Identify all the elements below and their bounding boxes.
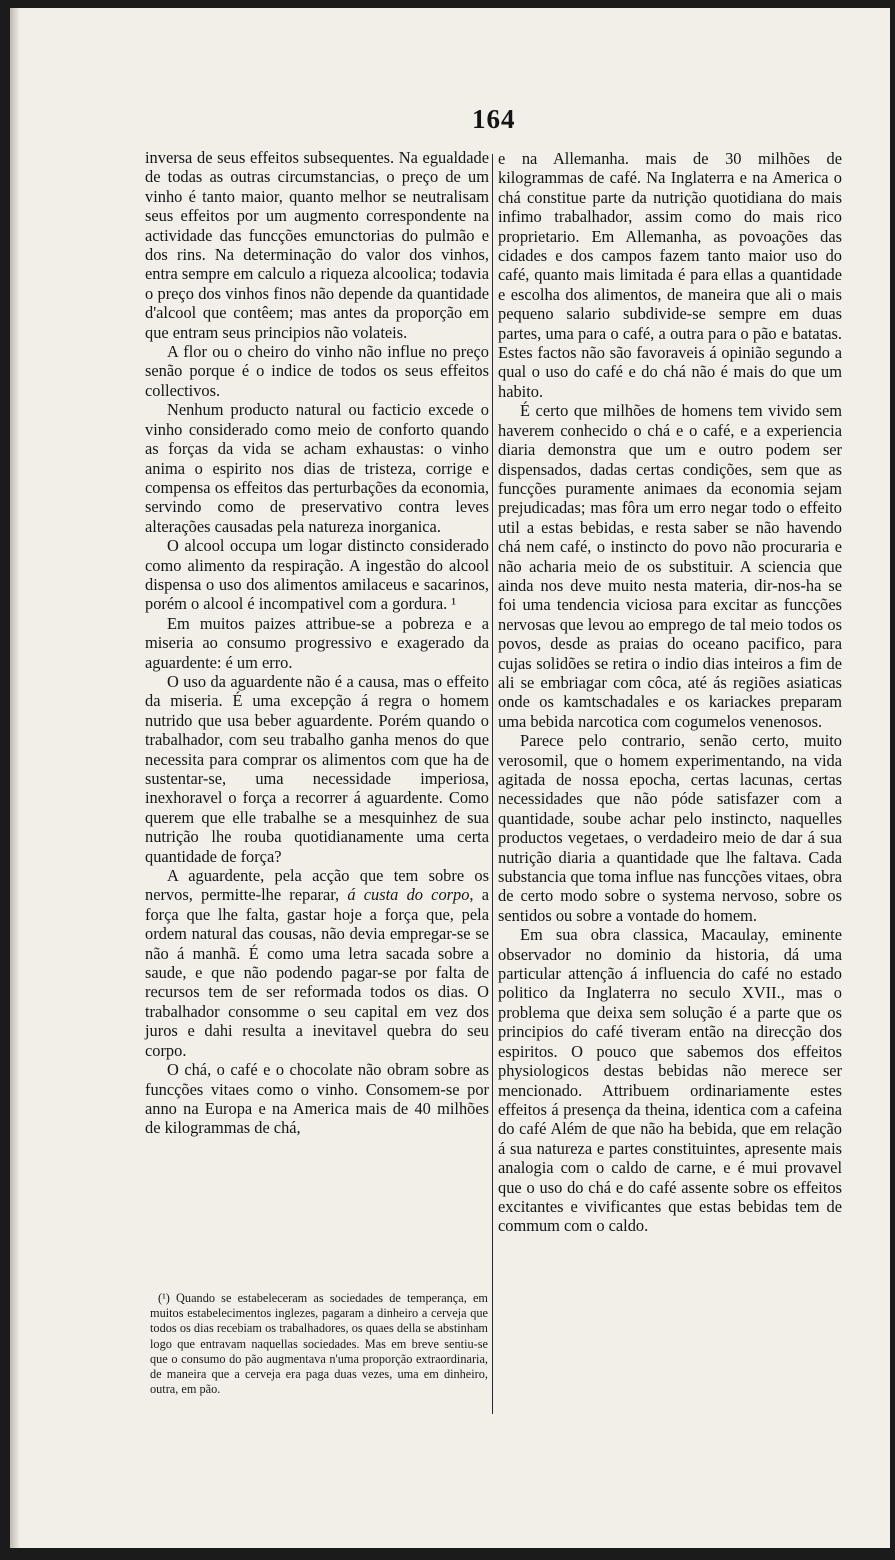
paragraph: O uso da aguardente não é a causa, mas o effeito da miseria. É uma excepção á regra o homem nutrido que usa beber aguardente. Porém quando o trabalhador, com seu trabalho ganha menos do que necessita para comprar os alimentos com que ha de sustentar-se, uma necessidade imperiosa, inexhoravel o força a recorrer á aguardente. Como querem que elle trabalhe se a mesquinhez de sua nutrição lhe rouba quotidianamente uma certa quantidade de força? [145,671,489,866]
book-page [10,8,890,1548]
page-spine-shadow [10,8,20,1548]
paragraph: A flor ou o cheiro do vinho não influe no preço senão porque é o indice de todos os seus effeitos collectivos. [145,342,489,400]
footnote-text: (¹) Quando se estabeleceram as sociedades de temperança, em muitos estabelecimentos inglezes, pagaram a dinheiro a cerveja que todos os dias recebiam os trabalhadores, os quaes della se abstinham logo que entravam naquellas sociedades. Mas em breve sentiu-se que o consumo do pão augmentava n'uma proporção extraordinaria, de maneira que a cerveja era paga duas vezes, uma em dinheiro, outra, em pão. [150,1291,488,1397]
right-column [498,149,842,1236]
paragraph-text: , a força que lhe falta, gastar hoje a força que, pela ordem natural das cousas, não devia empregar-se se não á manhã. É como uma letra sacada sobre a saude, e que não podendo pagar-se por falta de recursos tem de ser reformada todos os dias. O trabalhador consomme o seu capital em vez dos juros e dahi resulta a inevitavel quebra do seu corpo. [145,885,489,1060]
paragraph [145,866,489,1060]
paragraph: e na Allemanha. mais de 30 milhões de kilogrammas de café. Na Inglaterra e na America o chá constitue parte da nutrição quotidiana do mais infimo trabalhador, assim como do mais rico proprietario. Em Allemanha, as povoações das cidades e dos campos fazem tanto maior uso do café, quanto mais limitada é para ellas a quantidade e escolha dos alimentos, de maneira que ali o mais pequeno salario subdivide-se sempre em duas partes, uma para o café, a outra para o pão e batatas. Estes factos não são favoraveis á opinião segundo a qual o uso do café e do chá não é mais do que um habito. [498,149,842,401]
paragraph: É certo que milhões de homens tem vivido sem haverem conhecido o chá e o café, e a experiencia diaria demonstra que um e outro podem ser dispensados, dadas certas condições, sem que as funcções puramente animaes da economia sejam prejudicadas; mas fôra um erro negar todo o effeito util a estas bebidas, e resta saber se não havendo chá nem café, o instincto do povo não procuraria e não acharia meio de os substituir. A sciencia que ainda nos deve muito nesta materia, dir-nos-ha se foi uma tendencia viciosa para excitar as funcções nervosas que levou ao emprego de tal meio todos os povos, desde as praias do oceano pacifico, para cujas solidões se retira o indio dias inteiros a fim de ali se embriagar com côca, até ás regiões asiaticas onde os kamtschadales e os kariackes preparam uma bebida narcotica com cogumelos venenosos. [498,401,842,731]
paragraph: Em sua obra classica, Macaulay, eminente observador no dominio da historia, dá uma particular attenção á influencia do café no estado politico da Inglaterra no seculo XVII., mas o problema que deixa sem solução é a parte que os principios do café tiveram então na direcção dos espiritos. O pouco que sabemos dos effeitos physiologicos destas bebidas não merece ser mencionado. Attribuem ordinariamente estes effeitos á presença da theina, identica com a cafeina do café Além de que não ha bebida, que em relação á sua natureza e partes constituintes, apresente mais analogia com o caldo de carne, e é mui provavel que o uso do chá e do café assente sobre os effeitos excitantes e vivificantes que estas bebidas tem de commum com o caldo. [498,925,842,1236]
column-divider [492,154,493,1414]
paragraph: Nenhum producto natural ou facticio excede o vinho considerado como meio de conforto quando as forças da vida se acham exhaustas: o vinho anima o espirito nos dias de tristeza, corrige e compensa os effeitos das perturbações da economia, servindo como de preservativo contra leves alterações causadas pela natureza inorganica. [145,400,489,536]
page-number: 164 [472,104,516,134]
footnote [150,1291,488,1397]
paragraph: Parece pelo contrario, senão certo, muito verosomil, que o homem experimentando, na vida agitada de nossa epocha, certas lacunas, certas necessidades que não póde satisfazer com a quantidade, soube achar pelo instincto, naquelles productos vegetaes, o verdadeiro meio de dar á sua nutrição diaria a quantidade que lhe faltava. Cada substancia que toma influe nas funcções vitaes, obra de certo modo sobre o systema nervoso, sobre os sentidos ou sobre a vontade do homem. [498,731,842,925]
paragraph-text: A aguardente, pela acção que tem sobre os nervos, permitte-lhe reparar, [145,866,489,905]
paragraph: O alcool occupa um logar distincto considerado como alimento da respiração. A ingestão do alcool dispensa o uso dos alimentos amilaceus e sacarinos, porém o alcool é incompativel com a gordura. ¹ [145,536,489,614]
italic-phrase: á custa do corpo [347,885,470,905]
left-column [145,148,489,1138]
paragraph: O chá, o café e o chocolate não obram sobre as funcções vitaes como o vinho. Consomem-se por anno na Europa e na America mais de 40 milhões de kilogrammas de chá, [145,1060,489,1138]
paragraph: inversa de seus effeitos subsequentes. Na egualdade de todas as outras circumstancias, o preço de um vinho é tanto maior, quanto melhor se neutralisam seus effeitos por um augmento correspondente na actividade das funcções emunctorias do pulmão e dos rins. Na determinação do valor dos vinhos, entra sempre em calculo a riqueza alcoolica; todavia o preço dos vinhos finos não depende da quantidade d'alcool que contêem; mas antes da proporção em que entram seus principios não volateis. [145,148,489,342]
paragraph: Em muitos paizes attribue-se a pobreza e a miseria ao consumo progressivo e exagerado da aguardente: é um erro. [145,613,489,672]
